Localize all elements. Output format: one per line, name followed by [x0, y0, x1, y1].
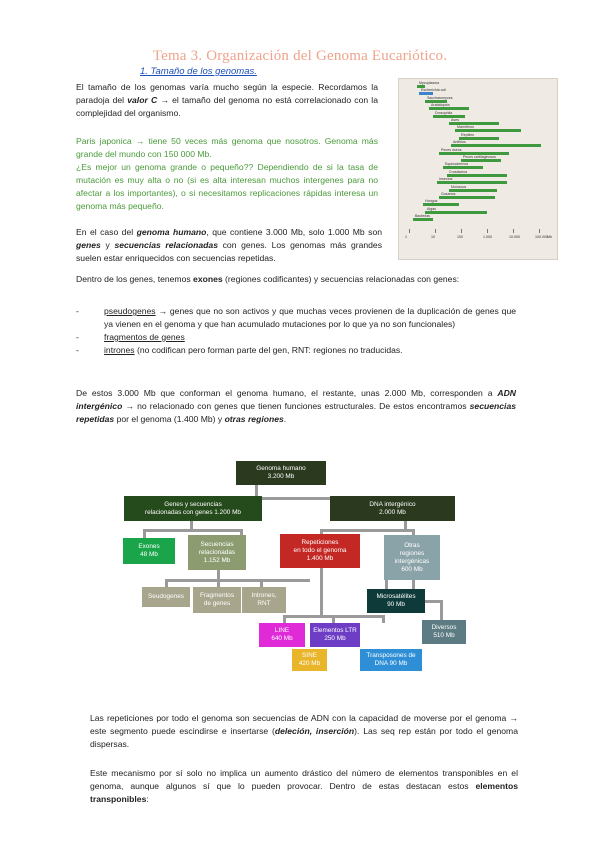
chart-label: Aves — [451, 118, 459, 122]
chart-bar — [449, 189, 497, 192]
chart-bar — [425, 211, 487, 214]
node-introns: Intrones, RNT — [242, 587, 286, 613]
paragraph-genome-size: El tamaño de los genomas varía mucho según la especie. Recordamos la paradoja del valor C → el tamaño del genoma no está correlacionado con la complejidad del organismo. — [76, 82, 378, 118]
node-line: LINE 640 Mb — [259, 623, 305, 647]
chart-tick-label: 10 — [431, 235, 435, 239]
list-item: - fragmentos de genes — [76, 331, 516, 344]
section-heading: 1. Tamaño de los genomas. — [140, 66, 257, 77]
paragraph-paris-japonica: Paris japonica → tiene 50 veces más genoma que nosotros. Genoma más grande del mundo con 150 000 Mb. — [76, 136, 378, 159]
genome-size-chart — [398, 78, 558, 260]
chart-label: Anfibios — [453, 140, 466, 145]
chart-label: Crustáceos — [449, 169, 468, 174]
node-intergenic: DNA intergénico 2.000 Mb — [330, 496, 455, 521]
chart-label: Arabidopsis — [431, 103, 450, 108]
chart-bar — [439, 196, 495, 199]
chart-tick-label: 1.000 — [483, 235, 492, 239]
node-ltr: Elementos LTR 250 Mb — [310, 623, 360, 647]
chart-unit: Mb — [547, 235, 552, 239]
node-repeats: Repeticiones en todo el genoma 1.400 Mb — [280, 534, 360, 568]
node-human-genome: Genoma humano 3.200 Mb — [236, 461, 326, 485]
node-sine: SINE 420 Mb — [292, 649, 327, 671]
chart-label: Peces cartilaginosos — [463, 155, 496, 159]
chart-tick — [435, 229, 436, 233]
node-microsatellites: Microsatélites 90 Mb — [367, 589, 425, 613]
chart-tick-label: 100 — [457, 235, 463, 239]
node-diverse: Diversos 510 Mb — [422, 620, 466, 644]
chart-label: Gusanos — [441, 192, 456, 196]
chart-label: Mamíferos — [457, 125, 474, 130]
chart-label: Bacterias — [415, 214, 430, 219]
chart-label: Moluscos — [451, 184, 467, 189]
node-other-regions: Otras regiones intergénicas 600 Mb — [384, 535, 440, 580]
paragraph-genome-question: ¿Es mejor un genoma grande o pequeño?? Dependiendo de si la tasa de mutación es muy alta o no (si es alta interesan muchos intergenes para no afectar a los importantes), o si necesitamos replicaciones rápidas interesa un genoma más pequeño. — [76, 162, 378, 211]
chart-bar — [433, 115, 465, 118]
chart-label: Equinodermos — [445, 162, 469, 167]
chart-tick — [487, 229, 488, 233]
chart-tick-label: 10.000 — [509, 235, 520, 239]
paragraph-human-genome: En el caso del genoma humano, que contiene 3.000 Mb, solo 1.000 Mb son genes y secuencias relacionadas con genes. Los genomas más grandes suelen estar enriquecidos con secuencias repetidas. — [76, 227, 383, 263]
list-item: - pseudogenes → genes que no son activos y que muchas veces provienen de la duplicación de genes que ya vienen en el genoma y que han acumulado mutaciones por lo que ya no son funcionales) — [76, 305, 516, 331]
chart-label: Drosophila — [435, 110, 453, 115]
paragraph-intergenic: De estos 3.000 Mb que conforman el genoma humano, el restante, unas 2.000 Mb, corresponden a ADN intergénico → no relacionado con genes que tienen funciones estructurales. De estos encontramos secuencias repetidas por el genoma (1.400 Mb) y otras regiones. — [76, 388, 516, 424]
paragraph-transposable: Este mecanismo por sí solo no implica un aumento drástico del número de elementos transponibles en el genoma, aunque algunos sí que lo pueden provocar. Dentro de estas destacan estos elementos transponibles: — [90, 768, 518, 804]
node-exons: Exones 48 Mb — [123, 538, 175, 564]
paragraph-exons: Dentro de los genes, tenemos exones (regiones codificantes) y secuencias relacionadas con genes: — [76, 274, 460, 284]
node-related-sequences: Secuencias relacionadas 1.152 Mb — [188, 535, 246, 570]
node-gene-fragments: Fragmentos de genes — [193, 587, 241, 613]
chart-bar — [437, 181, 507, 184]
chart-tick — [409, 229, 410, 233]
chart-label: Escherichia coli — [421, 88, 446, 93]
chart-tick — [539, 229, 540, 233]
document-title: Tema 3. Organización del Genoma Eucariótico. — [152, 48, 448, 64]
node-dna-transposons: Transposones de DNA 90 Mb — [360, 649, 422, 671]
node-genes: Genes y secuencias relacionadas con genes 1.200 Mb — [124, 496, 262, 521]
chart-tick-label: 100.000 — [535, 235, 548, 239]
chart-label: Algas — [427, 206, 436, 211]
gene-related-list — [76, 305, 516, 357]
chart-label: Mycoplasma — [419, 81, 440, 85]
chart-tick — [461, 229, 462, 233]
chart-tick — [513, 229, 514, 233]
chart-bar — [451, 144, 541, 147]
chart-label: Hongos — [425, 199, 438, 204]
chart-tick-label: 1 — [405, 235, 407, 239]
chart-label: Reptiles — [461, 132, 474, 137]
paragraph-repeats: Las repeticiones por todo el genoma son secuencias de ADN con la capacidad de moverse por el genoma → este segmento puede escindirse e insertarse (deleción, inserción). Las seq rep están por todo el genoma dispersas. — [90, 713, 518, 749]
genome-composition-diagram — [120, 455, 480, 685]
chart-bar — [413, 218, 433, 221]
chart-label: Saccharomyces — [427, 95, 453, 100]
list-item: - intrones (no codifican pero forman parte del gen, RNT: regiones no traducidas. — [76, 344, 516, 357]
chart-bar — [447, 174, 507, 177]
node-pseudogenes: Seudogenes — [142, 587, 190, 607]
chart-label: Peces óseos — [441, 147, 462, 152]
chart-label: Insectos — [439, 177, 453, 182]
